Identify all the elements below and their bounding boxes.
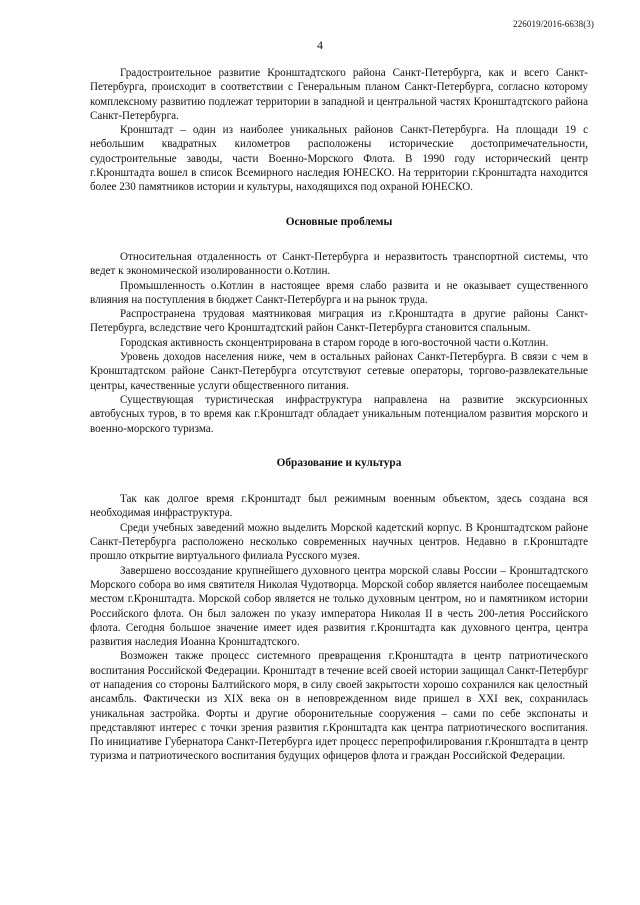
document-body — [90, 66, 588, 764]
paragraph: Распространена трудовая маятниковая миграция из г.Кронштадта в другие районы Санкт-Петербурга, вследствие чего Кронштадтский район Санкт-Петербурга становится спальным. — [90, 308, 588, 335]
paragraph: Среди учебных заведений можно выделить Морской кадетский корпус. В Кронштадтском районе Санкт-Петербурга расположено несколько современных научных центров. Недавно в г.Кронштадте прошло открытие виртуального филиала Русского музея. — [90, 521, 588, 563]
paragraph: Уровень доходов населения ниже, чем в остальных районах Санкт-Петербурга. В связи с чем в Кронштадтском районе Санкт-Петербурга отсутствуют сетевые операторы, торгово-развлекательные центры, качественные услуги общественного питания. — [90, 351, 588, 392]
section-heading-problems: Основные проблемы — [285, 215, 393, 228]
paragraph: Кронштадт – один из наиболее уникальных районов Санкт-Петербурга. На площади 19 с небольшим квадратных километров расположены исторические достопримечательности, судостроительные заводы, части Военно-Морского Флота. В 1990 году исторический центр г.Кронштадта вошел в список Всемирного наследия ЮНЕСКО. На территории г.Кронштадта находится более 230 памятников истории и культуры, находящихся под охраной ЮНЕСКО. — [90, 124, 588, 194]
paragraph: Относительная отдаленность от Санкт-Петербурга и неразвитость транспортной системы, что ведет к экономической изолированности о.Котлин. — [90, 250, 588, 278]
paragraph: Городская активность сконцентрирована в старом городе в юго-восточной части о.Котлин. — [120, 336, 549, 349]
document-id: 226019/2016-6638(3) — [513, 19, 594, 29]
paragraph: Так как долгое время г.Кронштадт был режимным военным объектом, здесь создана вся необходимая инфраструктура. — [90, 493, 588, 520]
paragraph: Градостроительное развитие Кронштадтского района Санкт-Петербурга, как и всего Санкт-Петербурга, происходит в соответствии с Генеральным планом Санкт-Петербурга, согласно которому комплексному развитию подлежат территории в западной и центральной частях Кронштадтского района Санкт-Петербурга. — [90, 67, 588, 122]
paragraph: Завершено воссоздание крупнейшего духовного центра морской славы России – Кронштадтского Морского собора во имя святителя Николая Чудотворца. Морской собор является наиболее посещаемым местом г.Кронштадта. Морской собор является не только духовным центром, но и памятником истории Российского флота. Он был заложен по указу императора Николая II в честь 200-летия Российского флота. Сегодня большое значение имеет идея развития г.Кронштадта как духовного центра, центра развития наследия Иоанна Кронштадтского. — [90, 564, 588, 649]
paragraph: Возможен также процесс системного превращения г.Кронштадта в центр патриотического воспитания Российской Федерации. Кронштадт в течение всей своей истории защищал Санкт-Петербург от нападения со стороны Балтийского моря, в силу своей закрытости хорошо сохранился как целостный ансамбль. Фактически из XIX века он в неповрежденном виде пришел в XXI век, сохранилась уникальная застройка. Форты и другие оборонительные сооружения – сами по себе экспонаты и представляют интерес с точки зрения развития г.Кронштадта как центра патриотического воспитания. По инициативе Губернатора Санкт-Петербурга идет процесс перепрофилирования г.Кронштадта в центр туризма и патриотического воспитания будущих офицеров флота и граждан Российской Федерации. — [90, 650, 588, 763]
paragraph: Существующая туристическая инфраструктура направлена на развитие экскурсионных автобусных туров, в то время как г.Кронштадт обладает уникальным потенциалом развития морского и военно-морского туризма. — [90, 393, 588, 435]
page-number: 4 — [317, 38, 323, 52]
section-heading-education: Образование и культура — [276, 456, 402, 469]
paragraph: Промышленность о.Котлин в настоящее время слабо развита и не оказывает существенного влияния на поступления в бюджет Санкт-Петербурга и на рынок труда. — [90, 279, 588, 306]
